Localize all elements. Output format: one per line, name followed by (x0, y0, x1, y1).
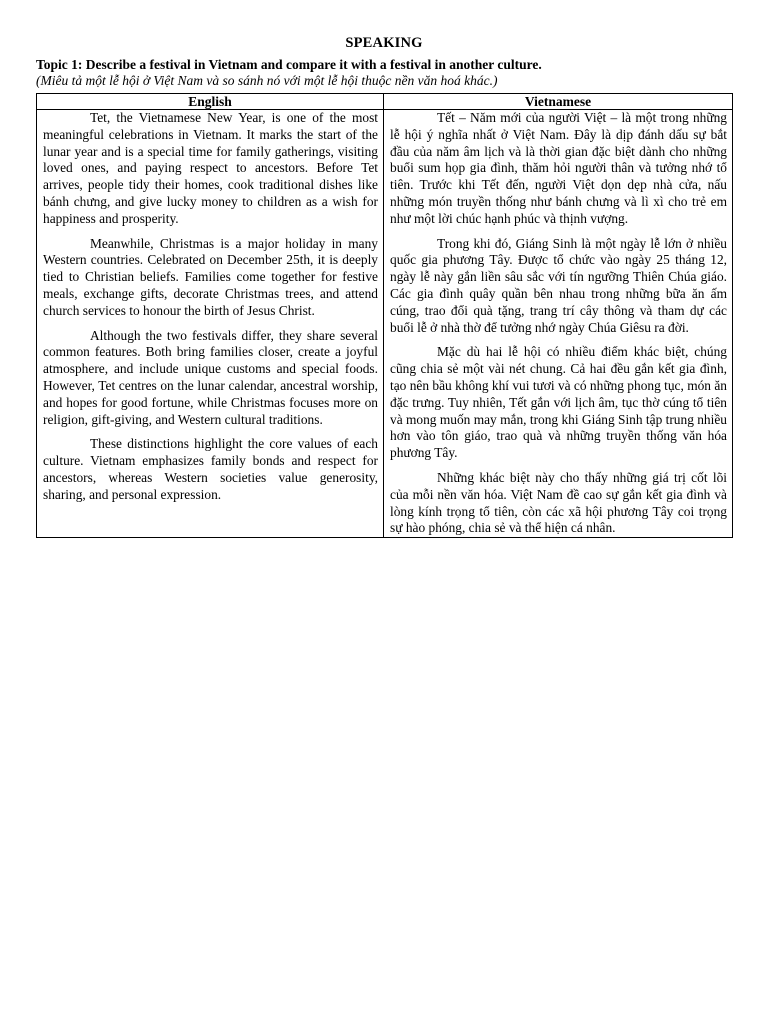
vietnamese-paragraph: Tết – Năm mới của người Việt – là một trong những lễ hội ý nghĩa nhất ở Việt Nam. Đây là dịp đánh dấu sự bắt đầu của năm âm lịch và là thời gian đặc biệt dành cho những buổi sum họp gia đình, thăm hỏi người thân và tưởng nhớ tổ tiên. Trước khi Tết đến, người Việt dọn dẹp nhà cửa, nấu những món truyền thống như bánh chưng và lì xì cho trẻ em như một lời chúc hạnh phúc và thịnh vượng. (390, 110, 727, 226)
table-header-row (37, 94, 733, 110)
page-title: SPEAKING (345, 35, 423, 51)
topic-heading: Topic 1: Describe a festival in Vietnam and compare it with a festival in another culture. (36, 57, 542, 72)
topic-translation: (Miêu tả một lễ hội ở Việt Nam và so sánh nó với một lễ hội thuộc nền văn hoá khác.) (36, 73, 498, 88)
english-paragraph: These distinctions highlight the core values of each culture. Vietnam emphasizes family bonds and respect for ancestors, whereas Western societies value generosity, sharing, and personal expression. (43, 436, 378, 502)
vietnamese-cell (384, 110, 733, 538)
vietnamese-paragraph: Mặc dù hai lễ hội có nhiều điểm khác biệt, chúng cũng chia sẻ một vài nét chung. Cả hai đều gắn kết gia đình, tạo nên bầu không khí vui tươi và có những phong tục, món ăn đặc trưng. Tuy nhiên, Tết gắn với lịch âm, tục thờ cúng tổ tiên và mong muốn may mắn, trong khi Giáng Sinh tập trung nhiều hơn vào tôn giáo, trao quà và những truyền thống văn hóa phương Tây. (390, 344, 727, 461)
column-header-english: English (37, 94, 384, 110)
english-paragraph: Although the two festivals differ, they share several common features. Both bring families closer, create a joyful atmosphere, and include unique customs and special foods. However, Tet centres on the lunar calendar, ancestral worship, and hopes for good fortune, while Christmas focuses more on religion, gift-giving, and Western cultural traditions. (43, 327, 378, 427)
column-header-vietnamese: Vietnamese (384, 94, 733, 110)
vietnamese-paragraph: Trong khi đó, Giáng Sinh là một ngày lễ lớn ở nhiều quốc gia phương Tây. Được tổ chức vào ngày 25 tháng 12, ngày lễ này gắn liền sâu sắc với tín ngưỡng Thiên Chúa giáo. Các gia đình quây quần bên nhau trong những bữa ăn ấm cúng, trao đổi quà tặng, trang trí cây thông và tham dự các buổi lễ ở nhà thờ để tưởng nhớ ngày Chúa Giêsu ra đời. (390, 235, 727, 335)
english-cell (37, 110, 384, 538)
english-paragraph: Meanwhile, Christmas is a major holiday in many Western countries. Celebrated on December 25th, it is deeply tied to Christian beliefs. Families come together for festive meals, exchange gifts, decorate Christmas trees, and attend church services to honour the birth of Jesus Christ. (43, 235, 378, 318)
document-page (36, 34, 732, 538)
table-row (37, 110, 733, 538)
english-paragraph: Tet, the Vietnamese New Year, is one of the most meaningful celebrations in Vietnam. It marks the start of the lunar year and is a special time for family gatherings, visiting loved ones, and paying respect to ancestors. Before Tet arrives, people tidy their homes, cook traditional dishes like bánh chưng, and give lucky money to children as a wish for happiness and prosperity. (43, 110, 378, 226)
vietnamese-paragraph: Những khác biệt này cho thấy những giá trị cốt lõi của mỗi nền văn hóa. Việt Nam đề cao sự gắn kết gia đình và lòng kính trọng tổ tiên, còn các xã hội phương Tây coi trọng sự hào phóng, chia sẻ và thể hiện cá nhân. (390, 469, 727, 536)
comparison-table (36, 93, 733, 538)
